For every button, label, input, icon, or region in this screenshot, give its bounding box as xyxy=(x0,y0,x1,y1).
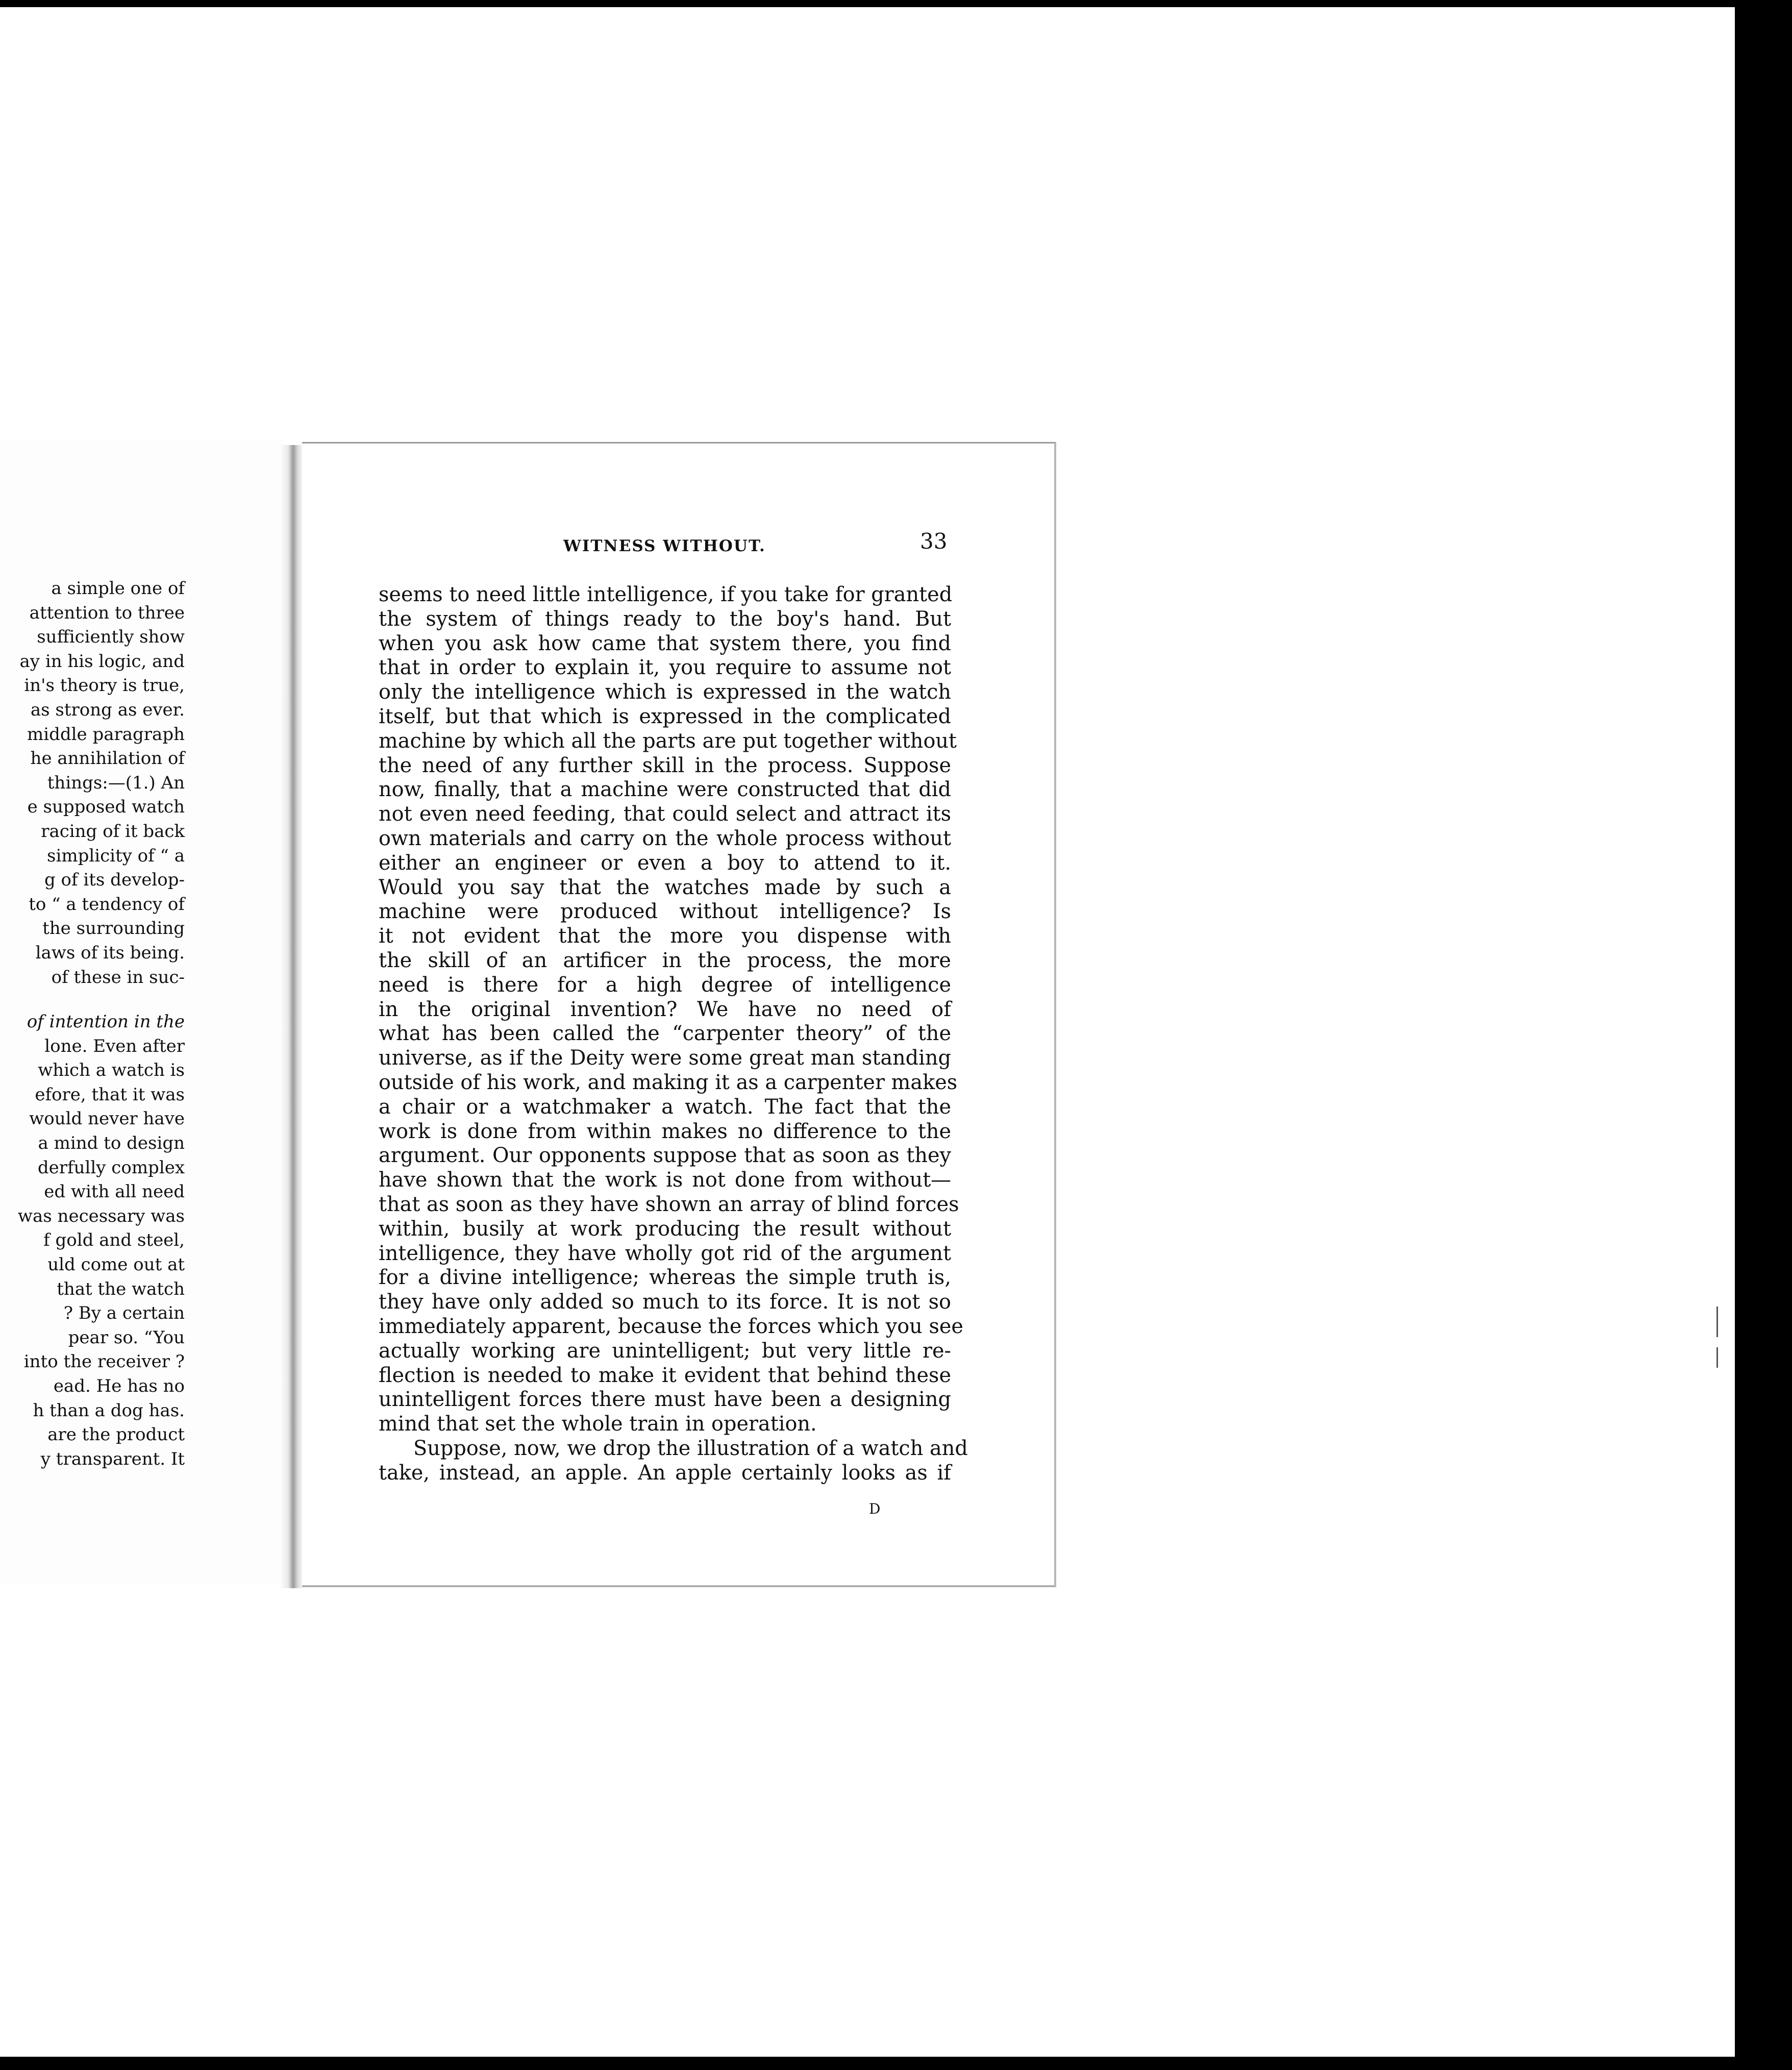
left-line: lone. Even after xyxy=(44,1036,185,1056)
page-edge-mark xyxy=(1716,1307,1718,1337)
body-line: take, instead, an apple. An apple certainly looks as if xyxy=(379,1461,951,1485)
left-line: which a watch is xyxy=(38,1060,185,1081)
scan-border-bottom xyxy=(0,2057,1792,2070)
left-line: sufficiently show xyxy=(37,627,185,648)
left-line: h than a dog has. xyxy=(33,1400,185,1421)
left-line: simplicity of “ a xyxy=(47,845,185,866)
body-line: for a divine intelligence; whereas the simple truth is, xyxy=(379,1266,951,1290)
body-line: when you ask how came that system there, you find xyxy=(379,631,951,655)
body-line: either an engineer or even a boy to attend to it. xyxy=(379,851,951,875)
body-line: unintelligent forces there must have been a designing xyxy=(379,1388,951,1412)
body-line: universe, as if the Deity were some great man standing xyxy=(379,1046,951,1070)
body-line: only the intelligence which is expressed in the watch xyxy=(379,680,951,704)
right-page-text xyxy=(379,583,968,1485)
left-line: attention to three xyxy=(29,602,185,623)
body-line: outside of his work, and making it as a carpenter makes xyxy=(379,1070,958,1094)
left-line: ay in his logic, and xyxy=(19,651,185,672)
left-line: e supposed watch xyxy=(27,797,185,818)
left-line: would never have xyxy=(29,1108,185,1129)
body-line: mind that set the whole train in operation. xyxy=(379,1412,817,1436)
body-line: machine were produced without intelligence? Is xyxy=(379,900,951,924)
left-line: things:—(1.) An xyxy=(47,772,185,793)
body-line: that as soon as they have shown an array of blind forces xyxy=(379,1192,959,1216)
left-line: a mind to design xyxy=(38,1133,185,1154)
body-line: intelligence, they have wholly got rid of the argument xyxy=(379,1241,951,1265)
body-line: immediately apparent, because the forces which you see xyxy=(379,1314,963,1338)
left-line: that the watch xyxy=(57,1278,185,1299)
body-line: a chair or a watchmaker a watch. The fact that the xyxy=(379,1095,951,1119)
body-line: not even need feeding, that could select and attract its xyxy=(379,802,951,826)
left-line: into the receiver ? xyxy=(23,1351,185,1372)
body-line: it not evident that the more you dispense with xyxy=(379,924,951,948)
left-line: middle paragraph xyxy=(27,724,185,745)
left-line: was necessary was xyxy=(17,1205,185,1226)
left-line: he annihilation of xyxy=(30,748,185,769)
left-line: in's theory is true, xyxy=(24,675,185,696)
left-line: of these in suc- xyxy=(51,967,185,988)
page-edge-mark xyxy=(1716,1347,1718,1368)
body-line: what has been called the “carpenter theory” of the xyxy=(379,1022,951,1046)
left-line: g of its develop- xyxy=(44,870,185,891)
left-line: of intention in the xyxy=(27,1012,185,1032)
left-line: derfully complex xyxy=(37,1157,185,1178)
body-line: in the original invention? We have no need of xyxy=(379,997,951,1021)
left-line: y transparent. It xyxy=(40,1448,185,1469)
left-line: ed with all need xyxy=(44,1181,185,1202)
scan-border-right xyxy=(1735,0,1792,2070)
body-line: actually working are unintelligent; but very little re- xyxy=(379,1339,951,1363)
body-line: Would you say that the watches made by such a xyxy=(379,875,951,899)
body-line: need is there for a high degree of intelligence xyxy=(379,973,951,997)
book-gutter xyxy=(280,445,304,1588)
body-line: itself, but that which is expressed in the complicated xyxy=(379,704,951,728)
left-line: racing of it back xyxy=(41,821,185,842)
body-line: machine by which all the parts are put together without xyxy=(379,729,957,753)
left-line: pear so. “You xyxy=(68,1327,185,1348)
left-line: the surrounding xyxy=(42,918,185,939)
left-page-text xyxy=(0,577,185,1471)
left-line: a simple one of xyxy=(51,578,185,599)
body-line: the system of things ready to the boy's hand. But xyxy=(379,607,951,631)
body-line: flection is needed to make it evident that behind these xyxy=(379,1363,951,1387)
left-line: as strong as ever. xyxy=(30,699,185,720)
scan-border-top xyxy=(0,0,1792,7)
body-line: have shown that the work is not done from without— xyxy=(379,1168,951,1192)
left-line: are the product xyxy=(47,1424,185,1445)
body-line: now, finally, that a machine were constructed that did xyxy=(379,778,951,802)
body-line: the skill of an artificer in the process, the more xyxy=(379,948,951,972)
left-line: to “ a tendency of xyxy=(29,894,185,915)
left-line: uld come out at xyxy=(47,1254,185,1275)
body-line: argument. Our opponents suppose that as soon as they xyxy=(379,1144,951,1168)
body-line: they have only added so much to its force. It is not so xyxy=(379,1290,951,1314)
left-line: ead. He has no xyxy=(53,1376,185,1396)
page-number: 33 xyxy=(920,529,948,554)
body-line: within, busily at work producing the result without xyxy=(379,1217,951,1241)
body-line: Suppose, now, we drop the illustration of a watch and xyxy=(413,1436,968,1460)
signature-mark: D xyxy=(869,1500,881,1517)
running-head: WITNESS WITHOUT. xyxy=(563,537,766,555)
body-line: the need of any further skill in the process. Suppose xyxy=(379,753,951,777)
left-line: laws of its being. xyxy=(35,942,185,963)
body-line: work is done from within makes no difference to the xyxy=(379,1119,951,1143)
left-line: f gold and steel, xyxy=(43,1230,185,1251)
left-line: efore, that it was xyxy=(35,1084,185,1105)
body-line: own materials and carry on the whole process without xyxy=(379,826,951,850)
paragraph-gap xyxy=(0,990,185,1010)
body-line: that in order to explain it, you require to assume not xyxy=(379,656,951,680)
body-line: seems to need little intelligence, if you take for granted xyxy=(379,583,953,606)
left-line: ? By a certain xyxy=(63,1303,185,1324)
